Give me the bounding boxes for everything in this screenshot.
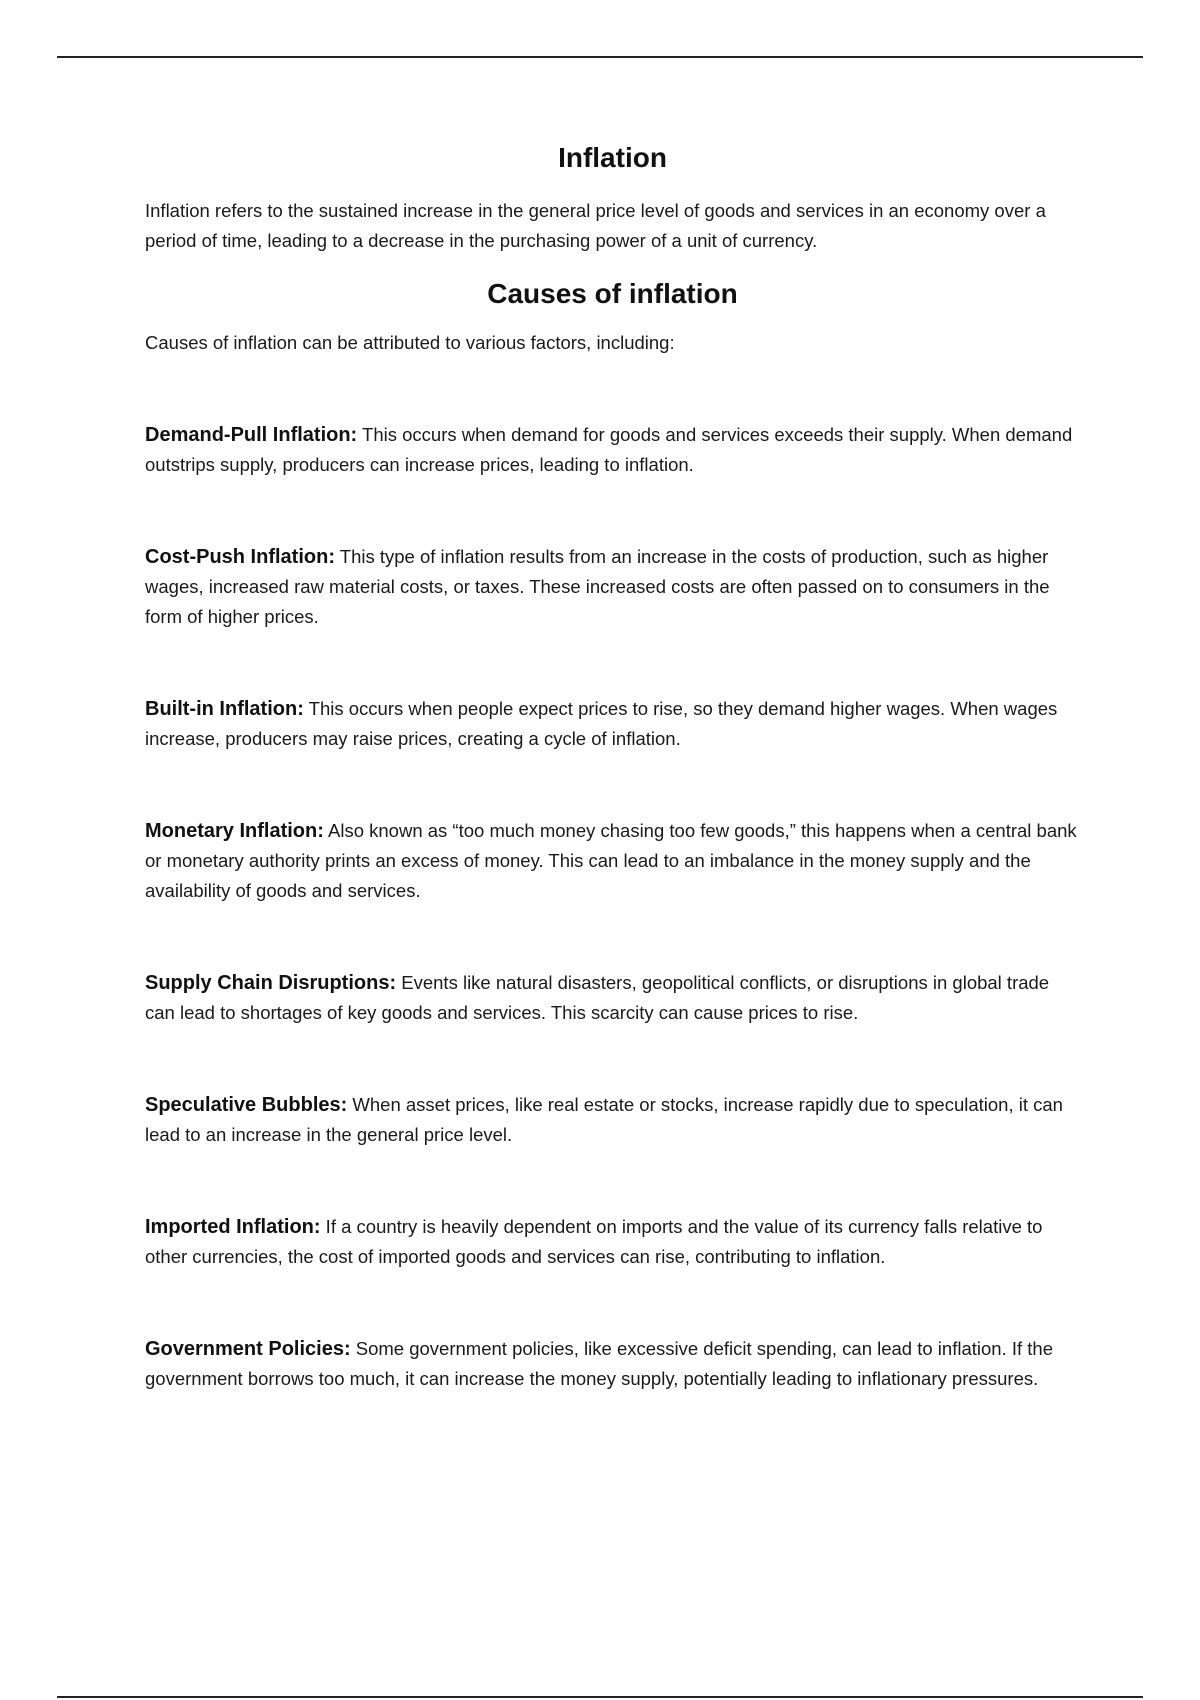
cause-item (145, 968, 1080, 1028)
page-title: Inflation (558, 142, 667, 173)
cause-item (145, 816, 1080, 906)
cause-item (145, 542, 1080, 632)
cause-name: Government Policies: (145, 1338, 351, 1360)
cause-description: This type of inflation results from an increase in the costs of production, such as higher wages, increased raw material costs, or taxes. These increased costs are often passed on to consumers in the form of higher prices. (145, 546, 1050, 627)
cause-description: When asset prices, like real estate or stocks, increase rapidly due to speculation, it can lead to an increase in the general price level. (145, 1094, 1063, 1145)
cause-name: Built-in Inflation: (145, 698, 304, 720)
cause-item (145, 694, 1080, 754)
cause-description: This occurs when people expect prices to rise, so they demand higher wages. When wages increase, producers may raise prices, creating a cycle of inflation. (145, 698, 1058, 749)
cause-name: Supply Chain Disruptions: (145, 972, 397, 994)
cause-item (145, 1334, 1080, 1394)
cause-name: Imported Inflation: (145, 1216, 321, 1238)
definition-paragraph: Inflation refers to the sustained increase in the general price level of goods and services in an economy over a period of time, leading to a decrease in the purchasing power of a unit of currency. (145, 200, 1046, 251)
footer-rule (57, 1696, 1143, 1698)
cause-name: Speculative Bubbles: (145, 1094, 348, 1116)
cause-description: Also known as “too much money chasing too few goods,” this happens when a central bank or monetary authority prints an excess of money. This can lead to an imbalance in the money supply and the availability of goods and services. (145, 820, 1077, 901)
cause-item (145, 1212, 1080, 1272)
cause-description: If a country is heavily dependent on imports and the value of its currency falls relative to other currencies, the cost of imported goods and services can rise, contributing to inflation. (145, 1216, 1043, 1267)
causes-intro: Causes of inflation can be attributed to various factors, including: (145, 332, 675, 353)
cause-item (145, 1090, 1080, 1150)
causes-heading: Causes of inflation (487, 278, 738, 309)
cause-name: Demand-Pull Inflation: (145, 424, 358, 446)
cause-item (145, 420, 1080, 480)
cause-description: Events like natural disasters, geopolitical conflicts, or disruptions in global trade can lead to shortages of key goods and services. This scarcity can cause prices to rise. (145, 972, 1050, 1023)
cause-description: This occurs when demand for goods and services exceeds their supply. When demand outstrips supply, producers can increase prices, leading to inflation. (145, 424, 1073, 475)
document-body (145, 138, 1080, 1456)
cause-name: Cost-Push Inflation: (145, 546, 335, 568)
cause-description: Some government policies, like excessive deficit spending, can lead to inflation. If the government borrows too much, it can increase the money supply, potentially leading to inflationary pressures. (145, 1338, 1053, 1389)
cause-name: Monetary Inflation: (145, 820, 324, 842)
header-rule (57, 56, 1143, 58)
